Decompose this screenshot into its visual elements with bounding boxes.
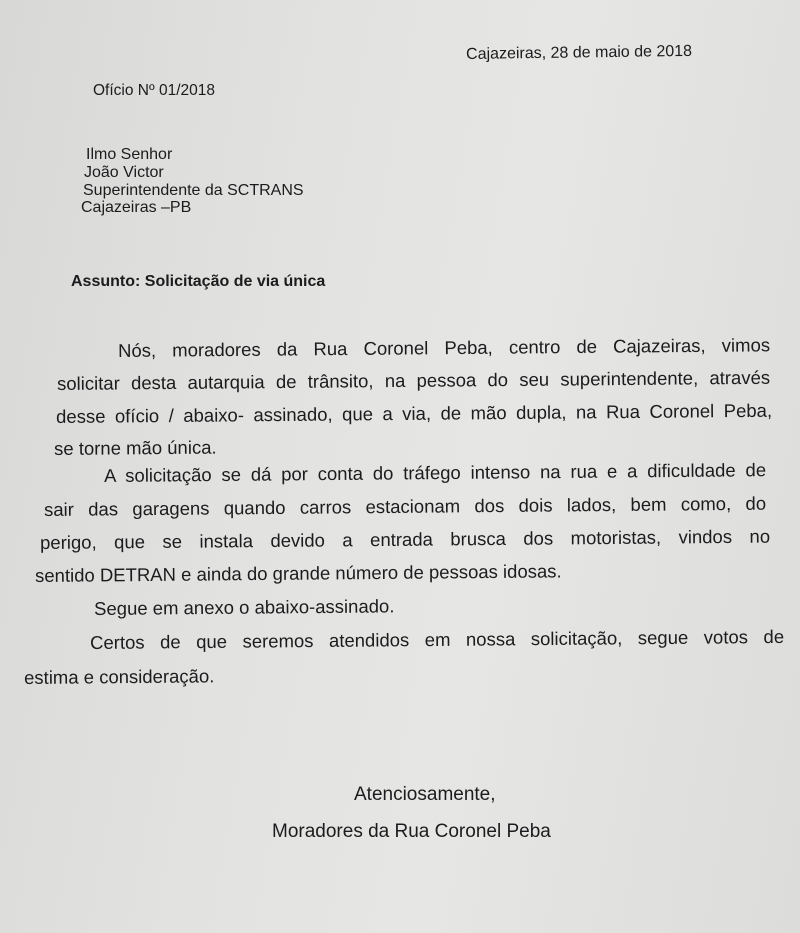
letter-date: Cajazeiras, 28 de maio de 2018 bbox=[466, 42, 693, 63]
closing-salutation: Atenciosamente, bbox=[354, 784, 496, 805]
body-line: sentido DETRAN e ainda do grande número de pessoas idosas. bbox=[35, 560, 562, 586]
body-line: sair das garagens quando carros estacionam dos dois lados, bem como, do bbox=[44, 492, 767, 520]
recipient-name: João Victor bbox=[84, 164, 164, 181]
body-line: solicitar desta autarquia de trânsito, na pessoa do seu superintendente, através bbox=[57, 366, 771, 394]
body-line: A solicitação se dá por conta do tráfego intenso na rua e a dificuldade de bbox=[104, 459, 767, 486]
body-line: Segue em anexo o abaixo-assinado. bbox=[94, 595, 395, 619]
recipient-salutation: Ilmo Senhor bbox=[86, 146, 173, 163]
body-line: estima e consideração. bbox=[24, 665, 215, 688]
body-line: desse ofício / abaixo- assinado, que a via, de mão dupla, na Rua Coronel Peba, bbox=[56, 399, 773, 427]
signature-line: Moradores da Rua Coronel Peba bbox=[272, 821, 551, 842]
body-line: perigo, que se instala devido a entrada brusca dos motoristas, vindos no bbox=[40, 525, 771, 553]
subject-line: Assunto: Solicitação de via única bbox=[71, 273, 326, 290]
recipient-title: Superintendente da SCTRANS bbox=[83, 182, 304, 199]
recipient-city: Cajazeiras –PB bbox=[81, 199, 192, 216]
body-line: Certos de que seremos atendidos em nossa solicitação, segue votos de bbox=[90, 625, 785, 653]
body-line: Nós, moradores da Rua Coronel Peba, centro de Cajazeiras, vimos bbox=[118, 334, 771, 361]
body-line: se torne mão única. bbox=[54, 436, 217, 459]
oficio-number: Ofício Nº 01/2018 bbox=[93, 82, 215, 99]
